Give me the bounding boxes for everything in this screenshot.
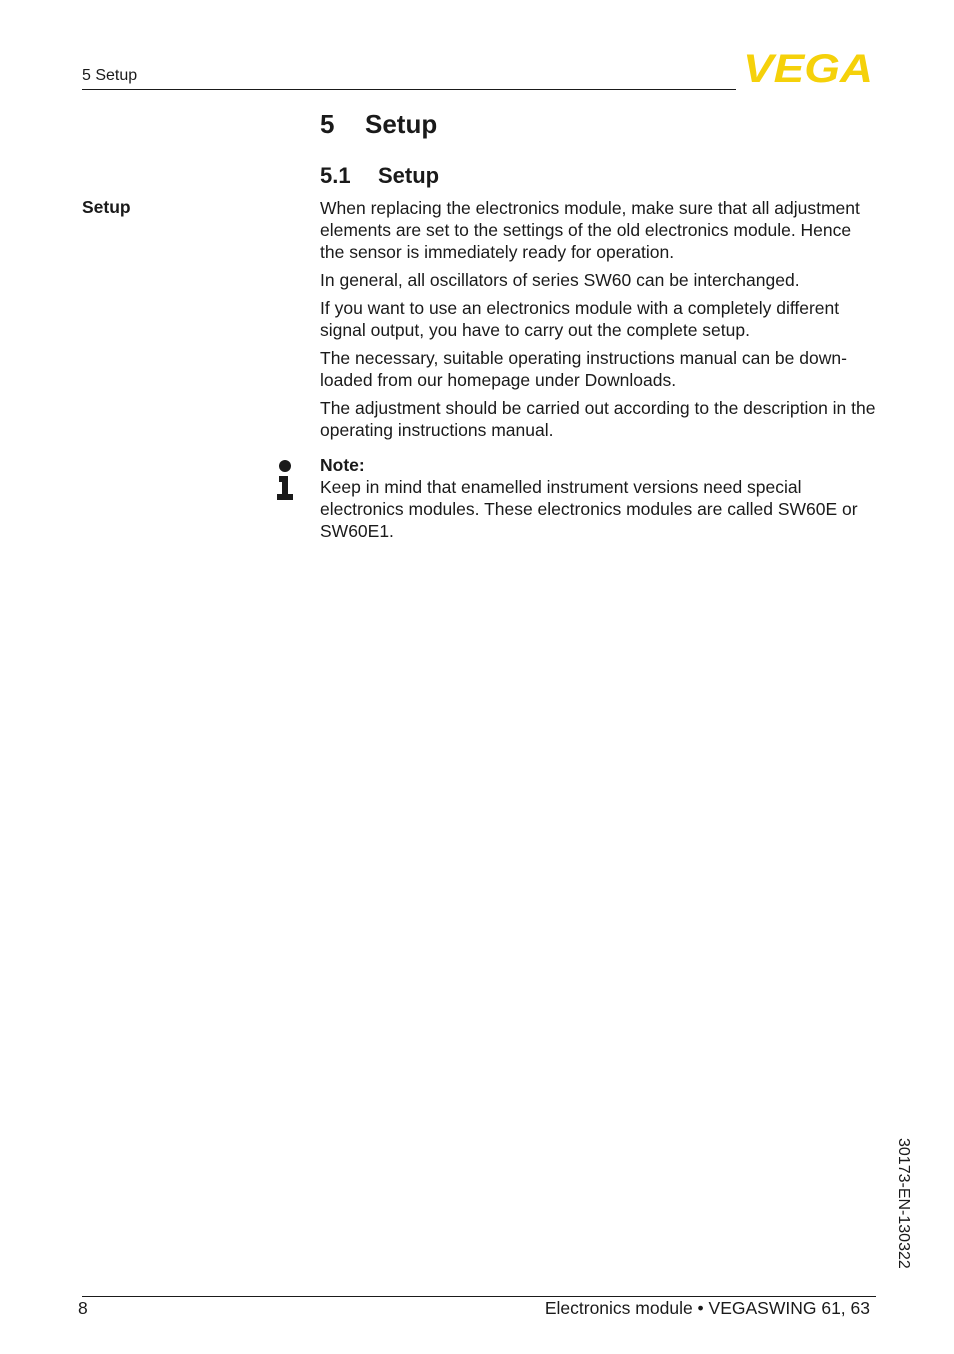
paragraph: The necessary, suitable operating instructions manual can be down- loaded from our homepage under Downloads. — [320, 348, 847, 390]
footer-rule — [82, 1296, 876, 1297]
running-head: 5 Setup — [82, 67, 138, 84]
paragraph: In general, all oscillators of series SW60 can be interchanged. — [320, 270, 800, 290]
page-number: 8 — [78, 1298, 88, 1318]
logo-text: VEGA — [743, 50, 873, 86]
document-code: 30173-EN-130322 — [895, 1138, 912, 1269]
paragraph: If you want to use an electronics module with a completely different signal output, you have to carry out the complete setup. — [320, 298, 840, 340]
chapter-number: 5 — [320, 109, 335, 139]
note-title: Note: — [320, 455, 365, 475]
section-number: 5.1 — [320, 163, 351, 188]
header-rule — [82, 89, 736, 90]
paragraph: When replacing the electronics module, make sure that all adjustment elements are set to the settings of the old electronics module. Hence the sensor is immediately ready for operation. — [320, 198, 860, 262]
info-icon — [276, 459, 294, 501]
chapter-heading — [320, 109, 437, 140]
paragraph: The adjustment should be carried out according to the description in the operating instructions manual. — [320, 398, 876, 440]
note-text: Keep in mind that enamelled instrument versions need special electronics modules. These electronics modules are called SW60E or SW60E1. — [320, 477, 858, 541]
chapter-title: Setup — [365, 109, 438, 139]
note-block — [320, 454, 880, 542]
footer-title: Electronics module • VEGASWING 61, 63 — [544, 1298, 870, 1318]
vega-logo — [742, 50, 874, 86]
section-title: Setup — [378, 163, 440, 188]
section-heading — [320, 163, 439, 189]
margin-label: Setup — [82, 197, 131, 217]
body-text — [320, 197, 880, 447]
